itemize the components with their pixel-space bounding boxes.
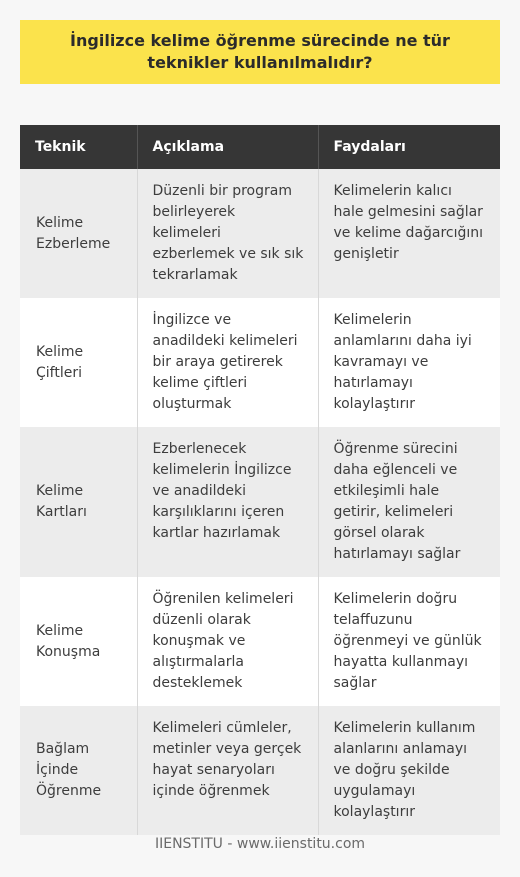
description-cell: Ezberlenecek kelimelerin İngilizce ve anadildeki karşılıklarını içeren kartlar hazırlamak xyxy=(137,427,318,577)
description-cell: Kelimeleri cümleler, metinler veya gerçek hayat senaryoları içinde öğrenmek xyxy=(137,706,318,835)
technique-cell: Kelime Konuşma xyxy=(20,577,137,706)
technique-cell: Kelime Çiftleri xyxy=(20,298,137,427)
benefits-cell: Öğrenme sürecini daha eğlenceli ve etkileşimli hale getirir, kelimeleri görsel olarak hatırlamayı sağlar xyxy=(318,427,500,577)
header-benefits: Faydaları xyxy=(318,125,500,169)
title-banner xyxy=(20,20,500,84)
description-cell: Düzenli bir program belirleyerek kelimeleri ezberlemek ve sık sık tekrarlamak xyxy=(137,169,318,298)
table-row xyxy=(20,298,500,427)
benefits-cell: Kelimelerin kalıcı hale gelmesini sağlar ve kelime dağarcığını genişletir xyxy=(318,169,500,298)
header-technique: Teknik xyxy=(20,125,137,169)
footer-credit: IIENSTITU - www.iienstitu.com xyxy=(154,836,366,852)
header-description: Açıklama xyxy=(137,125,318,169)
description-cell: Öğrenilen kelimeleri düzenli olarak konuşmak ve alıştırmalarla desteklemek xyxy=(137,577,318,706)
benefits-cell: Kelimelerin doğru telaffuzunu öğrenmeyi ve günlük hayatta kullanmayı sağlar xyxy=(318,577,500,706)
techniques-table xyxy=(20,125,500,835)
table-row xyxy=(20,169,500,298)
table-row xyxy=(20,577,500,706)
page-title: İngilizce kelime öğrenme sürecinde ne tür teknikler kullanılmalıdır? xyxy=(70,31,450,72)
description-cell: İngilizce ve anadildeki kelimeleri bir araya getirerek kelime çiftleri oluşturmak xyxy=(137,298,318,427)
table-row xyxy=(20,427,500,577)
technique-cell: Kelime Ezberleme xyxy=(20,169,137,298)
technique-cell: Bağlam İçinde Öğrenme xyxy=(20,706,137,835)
table-row xyxy=(20,706,500,835)
table-header-row xyxy=(20,125,500,169)
benefits-cell: Kelimelerin kullanım alanlarını anlamayı ve doğru şekilde uygulamayı kolaylaştırır xyxy=(318,706,500,835)
technique-cell: Kelime Kartları xyxy=(20,427,137,577)
benefits-cell: Kelimelerin anlamlarını daha iyi kavramayı ve hatırlamayı kolaylaştırır xyxy=(318,298,500,427)
